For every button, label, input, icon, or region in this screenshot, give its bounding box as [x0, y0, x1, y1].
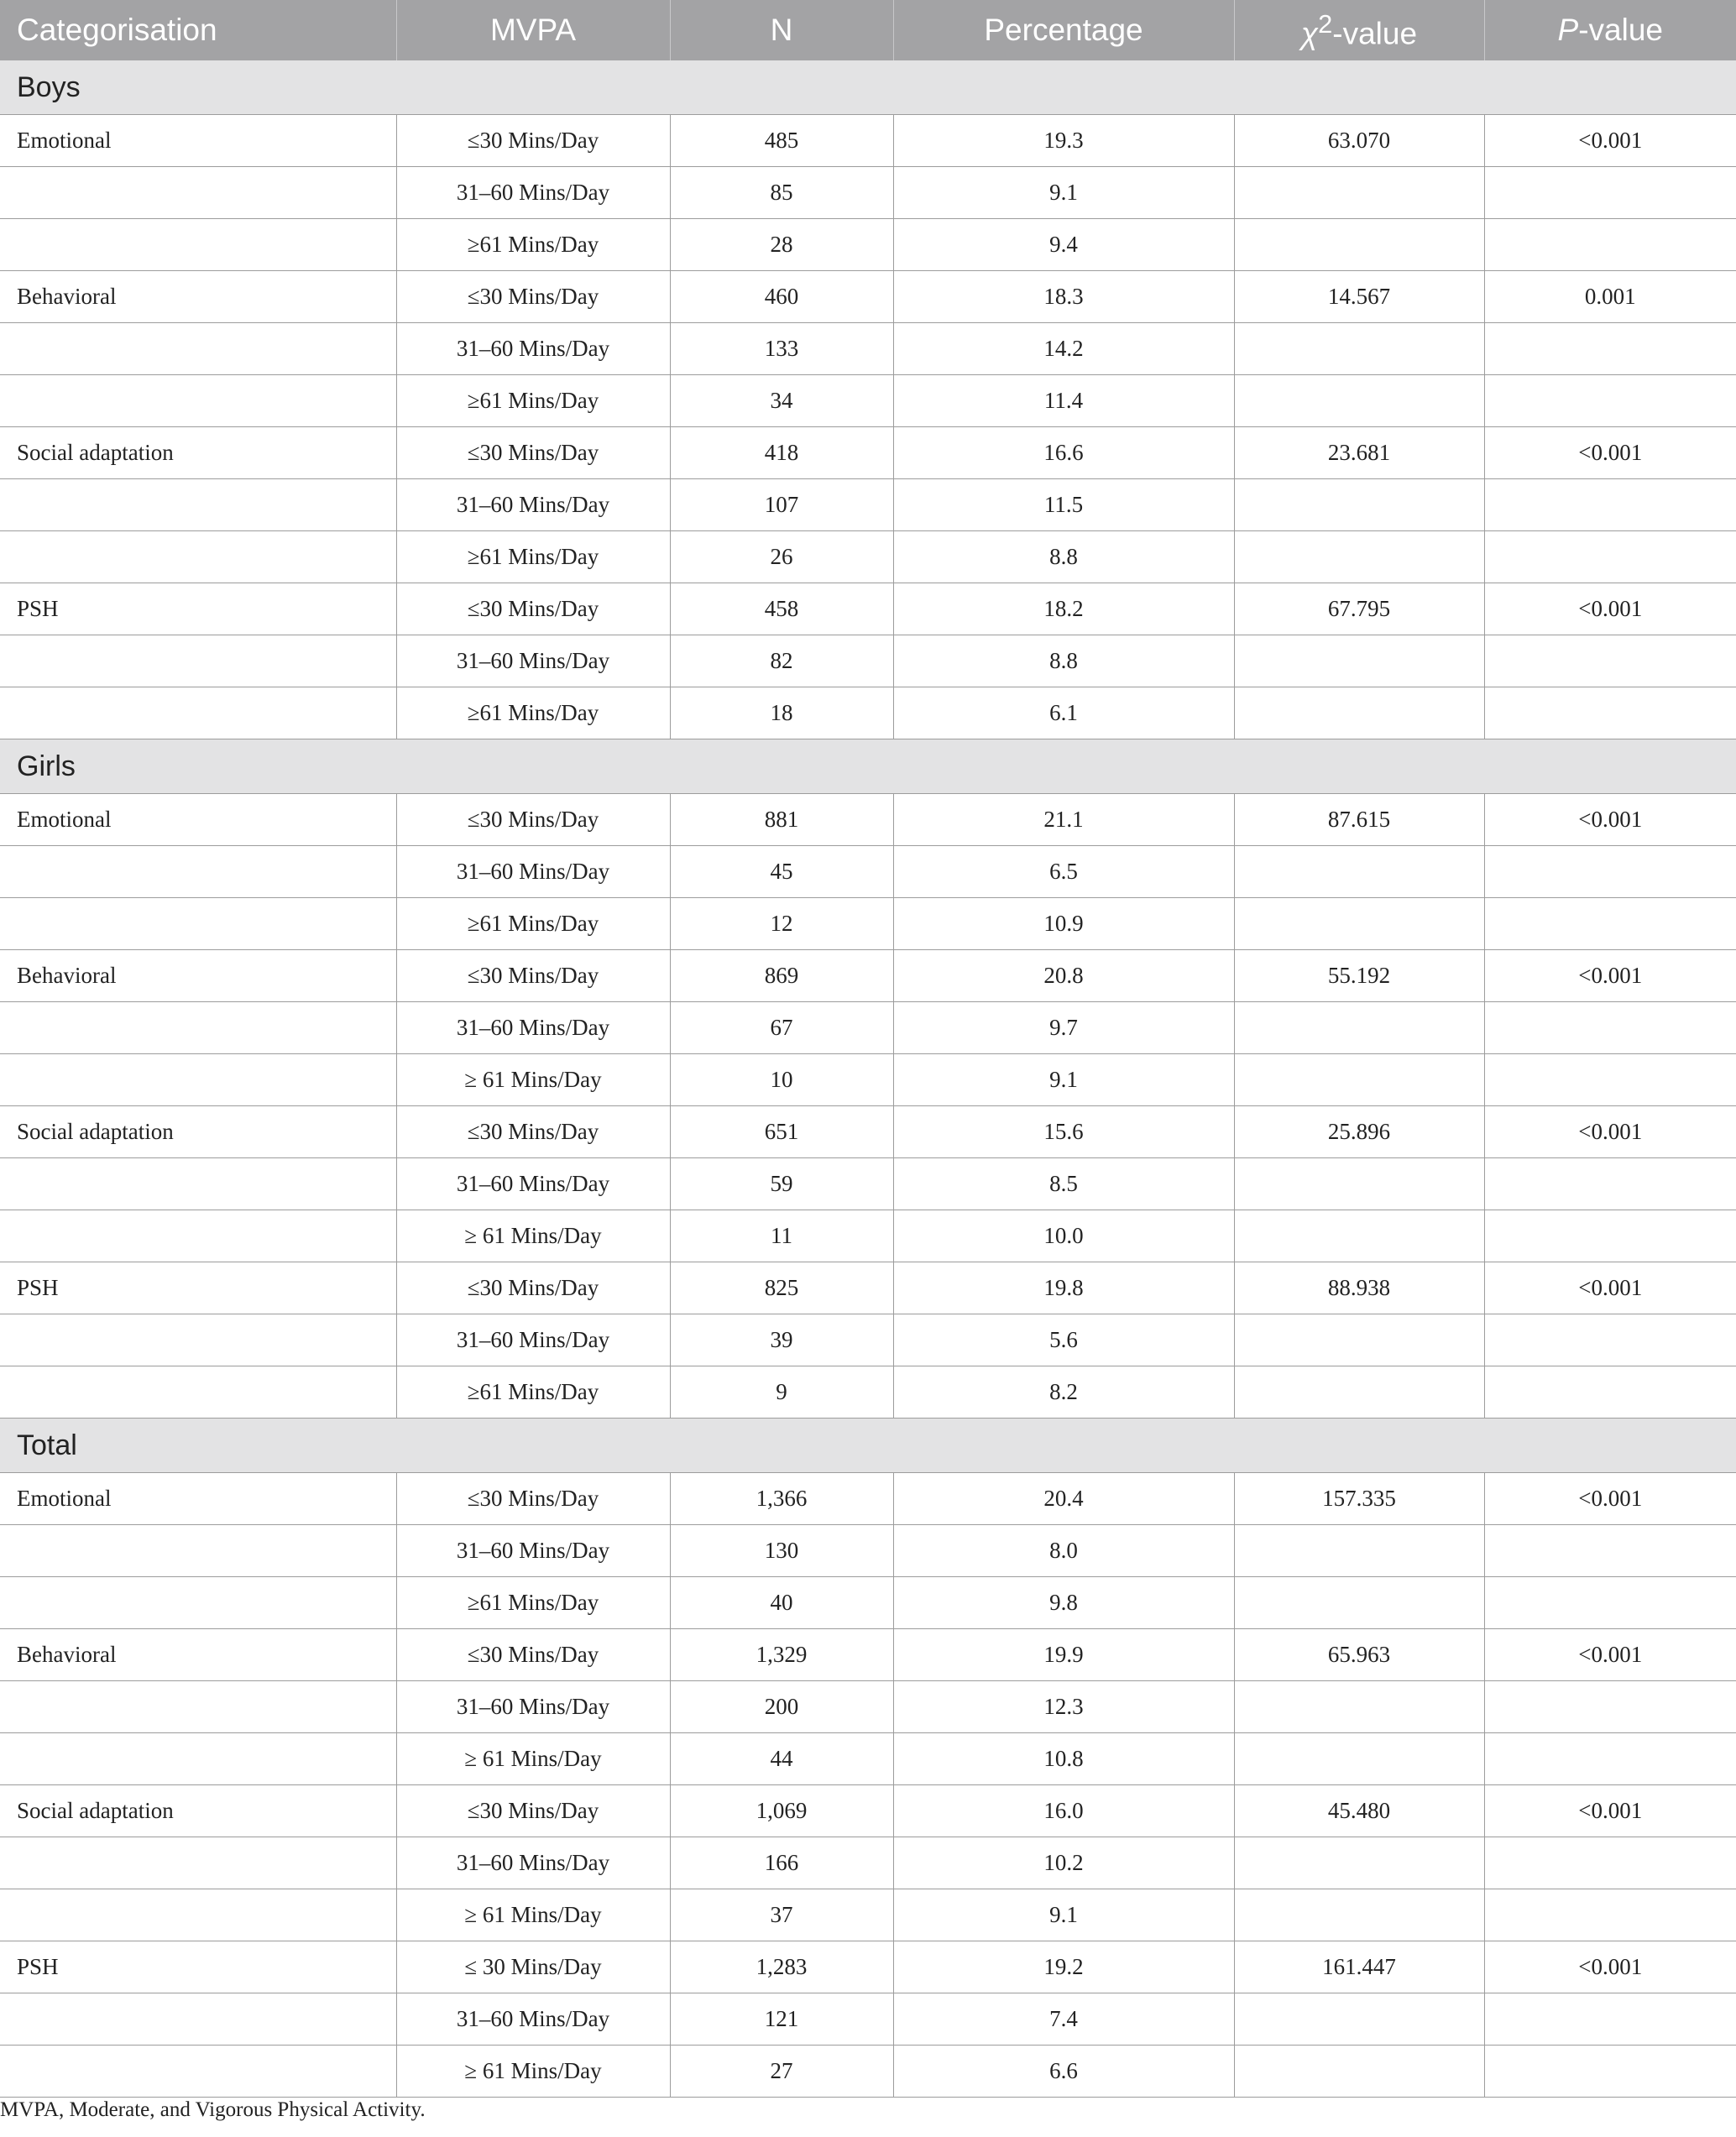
cell-category — [0, 687, 396, 739]
cell-category — [0, 1054, 396, 1106]
cell-percentage: 16.6 — [893, 427, 1234, 479]
cell-chi-value — [1234, 1314, 1484, 1366]
cell-n: 39 — [670, 1314, 893, 1366]
cell-mvpa: ≤30 Mins/Day — [396, 1473, 670, 1525]
cell-n: 10 — [670, 1054, 893, 1106]
group-label: Girls — [0, 739, 1736, 794]
cell-n: 825 — [670, 1262, 893, 1314]
table-row — [0, 375, 1736, 427]
header-mvpa: MVPA — [396, 0, 670, 60]
table-row — [0, 219, 1736, 271]
table-row — [0, 1525, 1736, 1577]
cell-mvpa: 31–60 Mins/Day — [396, 323, 670, 375]
cell-mvpa: 31–60 Mins/Day — [396, 635, 670, 687]
cell-percentage: 19.3 — [893, 115, 1234, 167]
cell-n: 107 — [670, 479, 893, 531]
cell-p-value — [1484, 375, 1736, 427]
cell-n: 12 — [670, 898, 893, 950]
cell-chi-value — [1234, 1002, 1484, 1054]
cell-chi-value: 63.070 — [1234, 115, 1484, 167]
cell-chi-value: 88.938 — [1234, 1262, 1484, 1314]
table-row — [0, 898, 1736, 950]
cell-category — [0, 846, 396, 898]
cell-p-value — [1484, 323, 1736, 375]
cell-n: 34 — [670, 375, 893, 427]
cell-category — [0, 1577, 396, 1629]
cell-p-value — [1484, 1733, 1736, 1785]
table-row — [0, 1054, 1736, 1106]
cell-mvpa: 31–60 Mins/Day — [396, 1837, 670, 1889]
cell-p-value: <0.001 — [1484, 1262, 1736, 1314]
cell-n: 881 — [670, 794, 893, 846]
table-body — [0, 60, 1736, 2098]
cell-p-value — [1484, 1889, 1736, 1941]
cell-percentage: 16.0 — [893, 1785, 1234, 1837]
cell-category — [0, 375, 396, 427]
table-row — [0, 1106, 1736, 1158]
header-p-value — [1484, 0, 1736, 60]
table-row — [0, 167, 1736, 219]
cell-n: 82 — [670, 635, 893, 687]
cell-category — [0, 1837, 396, 1889]
chi-superscript: 2 — [1318, 8, 1333, 39]
cell-mvpa: ≥61 Mins/Day — [396, 898, 670, 950]
group-header-row — [0, 60, 1736, 115]
cell-percentage: 8.8 — [893, 635, 1234, 687]
cell-chi-value: 55.192 — [1234, 950, 1484, 1002]
cell-mvpa: ≤30 Mins/Day — [396, 1785, 670, 1837]
cell-p-value: <0.001 — [1484, 1785, 1736, 1837]
cell-mvpa: 31–60 Mins/Day — [396, 1314, 670, 1366]
cell-n: 651 — [670, 1106, 893, 1158]
cell-percentage: 6.1 — [893, 687, 1234, 739]
cell-category — [0, 1210, 396, 1262]
cell-percentage: 10.9 — [893, 898, 1234, 950]
cell-p-value — [1484, 1314, 1736, 1366]
cell-p-value — [1484, 219, 1736, 271]
cell-p-value: <0.001 — [1484, 427, 1736, 479]
cell-category — [0, 219, 396, 271]
cell-p-value — [1484, 1993, 1736, 2046]
cell-percentage: 9.8 — [893, 1577, 1234, 1629]
cell-category: Social adaptation — [0, 1785, 396, 1837]
cell-n: 121 — [670, 1993, 893, 2046]
table-row — [0, 1314, 1736, 1366]
cell-p-value: <0.001 — [1484, 794, 1736, 846]
cell-mvpa: 31–60 Mins/Day — [396, 846, 670, 898]
cell-mvpa: ≥61 Mins/Day — [396, 1366, 670, 1419]
cell-p-value — [1484, 687, 1736, 739]
cell-p-value: <0.001 — [1484, 583, 1736, 635]
cell-n: 418 — [670, 427, 893, 479]
cell-n: 200 — [670, 1681, 893, 1733]
cell-n: 1,069 — [670, 1785, 893, 1837]
cell-n: 18 — [670, 687, 893, 739]
cell-chi-value — [1234, 898, 1484, 950]
cell-chi-value — [1234, 1210, 1484, 1262]
cell-percentage: 9.1 — [893, 167, 1234, 219]
cell-p-value — [1484, 1054, 1736, 1106]
cell-n: 485 — [670, 115, 893, 167]
cell-p-value — [1484, 1158, 1736, 1210]
cell-category: Behavioral — [0, 271, 396, 323]
cell-chi-value: 45.480 — [1234, 1785, 1484, 1837]
cell-n: 458 — [670, 583, 893, 635]
group-header-row — [0, 739, 1736, 794]
cell-percentage: 10.8 — [893, 1733, 1234, 1785]
table-row — [0, 1577, 1736, 1629]
cell-mvpa: ≥61 Mins/Day — [396, 375, 670, 427]
table-row — [0, 846, 1736, 898]
cell-mvpa: ≤30 Mins/Day — [396, 427, 670, 479]
cell-mvpa: ≤30 Mins/Day — [396, 1106, 670, 1158]
cell-mvpa: ≥61 Mins/Day — [396, 1577, 670, 1629]
cell-percentage: 18.2 — [893, 583, 1234, 635]
cell-p-value — [1484, 1002, 1736, 1054]
table-footnote: MVPA, Moderate, and Vigorous Physical Activity. — [0, 2098, 426, 2121]
cell-category: Emotional — [0, 1473, 396, 1525]
cell-percentage: 21.1 — [893, 794, 1234, 846]
cell-p-value — [1484, 1525, 1736, 1577]
table-row — [0, 1993, 1736, 2046]
cell-mvpa: ≥ 61 Mins/Day — [396, 1210, 670, 1262]
cell-p-value: 0.001 — [1484, 271, 1736, 323]
cell-chi-value — [1234, 1054, 1484, 1106]
table-row — [0, 1158, 1736, 1210]
table-row — [0, 1210, 1736, 1262]
table-row — [0, 1002, 1736, 1054]
cell-category: PSH — [0, 583, 396, 635]
table-row — [0, 1733, 1736, 1785]
cell-chi-value: 23.681 — [1234, 427, 1484, 479]
cell-mvpa: ≤30 Mins/Day — [396, 271, 670, 323]
table-row — [0, 1941, 1736, 1993]
cell-category — [0, 1733, 396, 1785]
cell-p-value — [1484, 1837, 1736, 1889]
cell-category: Behavioral — [0, 1629, 396, 1681]
cell-n: 45 — [670, 846, 893, 898]
p-italic: P — [1557, 13, 1579, 47]
cell-percentage: 8.5 — [893, 1158, 1234, 1210]
cell-percentage: 18.3 — [893, 271, 1234, 323]
cell-n: 133 — [670, 323, 893, 375]
cell-percentage: 20.8 — [893, 950, 1234, 1002]
cell-p-value: <0.001 — [1484, 1473, 1736, 1525]
cell-percentage: 5.6 — [893, 1314, 1234, 1366]
cell-n: 1,366 — [670, 1473, 893, 1525]
cell-mvpa: ≤30 Mins/Day — [396, 583, 670, 635]
cell-chi-value — [1234, 479, 1484, 531]
cell-p-value — [1484, 167, 1736, 219]
cell-n: 166 — [670, 1837, 893, 1889]
header-categorisation: Categorisation — [0, 0, 396, 60]
header-n: N — [670, 0, 893, 60]
cell-n: 40 — [670, 1577, 893, 1629]
table-row — [0, 1889, 1736, 1941]
cell-percentage: 14.2 — [893, 323, 1234, 375]
table-row — [0, 1681, 1736, 1733]
chi-symbol: χ — [1300, 16, 1319, 51]
cell-chi-value — [1234, 1681, 1484, 1733]
cell-chi-value — [1234, 531, 1484, 583]
group-label: Total — [0, 1419, 1736, 1473]
cell-category — [0, 898, 396, 950]
cell-n: 130 — [670, 1525, 893, 1577]
table-header — [0, 0, 1736, 60]
cell-category — [0, 1158, 396, 1210]
cell-n: 27 — [670, 2046, 893, 2098]
cell-n: 9 — [670, 1366, 893, 1419]
cell-percentage: 6.5 — [893, 846, 1234, 898]
cell-category — [0, 1002, 396, 1054]
table-row — [0, 950, 1736, 1002]
cell-percentage: 10.0 — [893, 1210, 1234, 1262]
cell-p-value: <0.001 — [1484, 1941, 1736, 1993]
cell-p-value: <0.001 — [1484, 950, 1736, 1002]
cell-chi-value — [1234, 1525, 1484, 1577]
cell-mvpa: ≤30 Mins/Day — [396, 950, 670, 1002]
table-row — [0, 1629, 1736, 1681]
cell-p-value — [1484, 635, 1736, 687]
cell-n: 869 — [670, 950, 893, 1002]
cell-chi-value: 67.795 — [1234, 583, 1484, 635]
table-row — [0, 531, 1736, 583]
cell-n: 11 — [670, 1210, 893, 1262]
cell-chi-value — [1234, 219, 1484, 271]
cell-chi-value — [1234, 1837, 1484, 1889]
table-row — [0, 687, 1736, 739]
p-suffix: -value — [1578, 13, 1663, 47]
cell-category — [0, 1993, 396, 2046]
cell-category: Emotional — [0, 115, 396, 167]
cell-chi-value: 161.447 — [1234, 1941, 1484, 1993]
cell-mvpa: ≤30 Mins/Day — [396, 794, 670, 846]
cell-p-value: <0.001 — [1484, 115, 1736, 167]
cell-mvpa: 31–60 Mins/Day — [396, 1158, 670, 1210]
chi-suffix: -value — [1332, 16, 1418, 51]
cell-mvpa: ≥ 61 Mins/Day — [396, 1733, 670, 1785]
cell-n: 67 — [670, 1002, 893, 1054]
cell-p-value: <0.001 — [1484, 1629, 1736, 1681]
table-row — [0, 479, 1736, 531]
cell-mvpa: ≤30 Mins/Day — [396, 1629, 670, 1681]
cell-n: 85 — [670, 167, 893, 219]
table-row — [0, 583, 1736, 635]
group-header-row — [0, 1419, 1736, 1473]
cell-percentage: 19.9 — [893, 1629, 1234, 1681]
cell-mvpa: ≤30 Mins/Day — [396, 115, 670, 167]
cell-category — [0, 1366, 396, 1419]
cell-p-value — [1484, 1366, 1736, 1419]
cell-category — [0, 167, 396, 219]
cell-mvpa: 31–60 Mins/Day — [396, 1525, 670, 1577]
cell-p-value — [1484, 1577, 1736, 1629]
cell-category: PSH — [0, 1262, 396, 1314]
table-row — [0, 1262, 1736, 1314]
cell-percentage: 15.6 — [893, 1106, 1234, 1158]
cell-percentage: 7.4 — [893, 1993, 1234, 2046]
cell-mvpa: 31–60 Mins/Day — [396, 479, 670, 531]
cell-category: Social adaptation — [0, 1106, 396, 1158]
cell-category — [0, 2046, 396, 2098]
cell-p-value — [1484, 1681, 1736, 1733]
cell-mvpa: ≥61 Mins/Day — [396, 219, 670, 271]
cell-chi-value — [1234, 846, 1484, 898]
cell-chi-value: 65.963 — [1234, 1629, 1484, 1681]
cell-percentage: 11.5 — [893, 479, 1234, 531]
cell-category: Behavioral — [0, 950, 396, 1002]
cell-percentage: 8.8 — [893, 531, 1234, 583]
cell-chi-value — [1234, 1993, 1484, 2046]
cell-chi-value — [1234, 635, 1484, 687]
cell-chi-value: 87.615 — [1234, 794, 1484, 846]
table-row — [0, 2046, 1736, 2098]
cell-chi-value — [1234, 375, 1484, 427]
cell-category: Social adaptation — [0, 427, 396, 479]
cell-mvpa: ≥ 61 Mins/Day — [396, 1054, 670, 1106]
cell-chi-value — [1234, 1733, 1484, 1785]
cell-percentage: 11.4 — [893, 375, 1234, 427]
cell-category — [0, 1681, 396, 1733]
cell-n: 28 — [670, 219, 893, 271]
table-row — [0, 1366, 1736, 1419]
cell-chi-value — [1234, 167, 1484, 219]
table-row — [0, 1785, 1736, 1837]
cell-category — [0, 531, 396, 583]
cell-mvpa: 31–60 Mins/Day — [396, 167, 670, 219]
cell-chi-value — [1234, 323, 1484, 375]
cell-chi-value — [1234, 687, 1484, 739]
cell-category — [0, 479, 396, 531]
cell-percentage: 9.1 — [893, 1889, 1234, 1941]
cell-percentage: 9.7 — [893, 1002, 1234, 1054]
cell-p-value — [1484, 1210, 1736, 1262]
cell-percentage: 20.4 — [893, 1473, 1234, 1525]
table-row — [0, 115, 1736, 167]
cell-n: 460 — [670, 271, 893, 323]
table-row — [0, 794, 1736, 846]
header-row — [0, 0, 1736, 60]
header-percentage: Percentage — [893, 0, 1234, 60]
cell-n: 1,283 — [670, 1941, 893, 1993]
cell-mvpa: ≥ 61 Mins/Day — [396, 1889, 670, 1941]
cell-n: 26 — [670, 531, 893, 583]
cell-percentage: 10.2 — [893, 1837, 1234, 1889]
cell-p-value — [1484, 898, 1736, 950]
cell-percentage: 6.6 — [893, 2046, 1234, 2098]
cell-chi-value: 25.896 — [1234, 1106, 1484, 1158]
cell-percentage: 19.8 — [893, 1262, 1234, 1314]
cell-chi-value — [1234, 2046, 1484, 2098]
cell-percentage: 8.2 — [893, 1366, 1234, 1419]
cell-p-value — [1484, 479, 1736, 531]
cell-category: PSH — [0, 1941, 396, 1993]
cell-percentage: 12.3 — [893, 1681, 1234, 1733]
cell-category — [0, 1525, 396, 1577]
table-row — [0, 427, 1736, 479]
table-row — [0, 323, 1736, 375]
cell-mvpa: ≤30 Mins/Day — [396, 1262, 670, 1314]
cell-p-value — [1484, 2046, 1736, 2098]
cell-category — [0, 323, 396, 375]
table-row — [0, 1473, 1736, 1525]
cell-category — [0, 635, 396, 687]
cell-p-value — [1484, 846, 1736, 898]
group-label: Boys — [0, 60, 1736, 115]
cell-percentage: 19.2 — [893, 1941, 1234, 1993]
cell-chi-value: 157.335 — [1234, 1473, 1484, 1525]
cell-p-value: <0.001 — [1484, 1106, 1736, 1158]
cell-n: 44 — [670, 1733, 893, 1785]
cell-n: 1,329 — [670, 1629, 893, 1681]
cell-chi-value: 14.567 — [1234, 271, 1484, 323]
cell-n: 37 — [670, 1889, 893, 1941]
cell-chi-value — [1234, 1889, 1484, 1941]
cell-mvpa: 31–60 Mins/Day — [396, 1993, 670, 2046]
cell-category — [0, 1314, 396, 1366]
table-row — [0, 635, 1736, 687]
cell-category — [0, 1889, 396, 1941]
cell-mvpa: ≤ 30 Mins/Day — [396, 1941, 670, 1993]
cell-chi-value — [1234, 1366, 1484, 1419]
header-chi-square-value — [1234, 0, 1484, 60]
cell-mvpa: 31–60 Mins/Day — [396, 1681, 670, 1733]
cell-percentage: 9.4 — [893, 219, 1234, 271]
table-row — [0, 271, 1736, 323]
cell-chi-value — [1234, 1577, 1484, 1629]
table-row — [0, 1837, 1736, 1889]
cell-percentage: 9.1 — [893, 1054, 1234, 1106]
cell-chi-value — [1234, 1158, 1484, 1210]
cell-mvpa: ≥61 Mins/Day — [396, 531, 670, 583]
cell-mvpa: ≥ 61 Mins/Day — [396, 2046, 670, 2098]
cell-mvpa: 31–60 Mins/Day — [396, 1002, 670, 1054]
cell-mvpa: ≥61 Mins/Day — [396, 687, 670, 739]
cell-p-value — [1484, 531, 1736, 583]
cell-category: Emotional — [0, 794, 396, 846]
cell-n: 59 — [670, 1158, 893, 1210]
cell-percentage: 8.0 — [893, 1525, 1234, 1577]
